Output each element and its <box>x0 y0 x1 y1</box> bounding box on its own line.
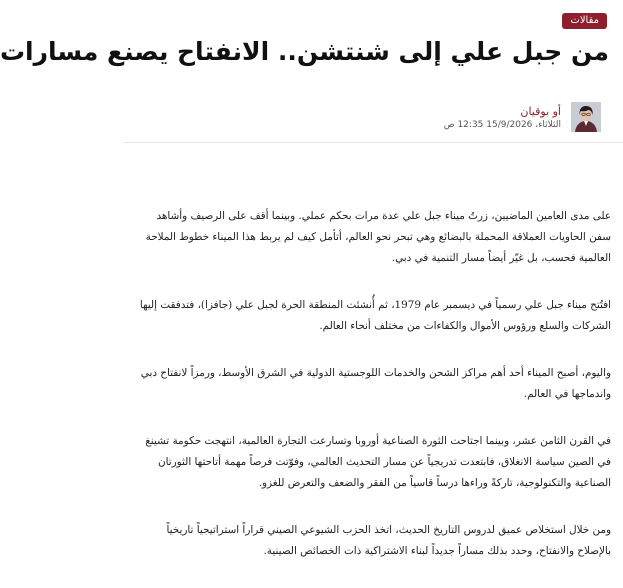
author-byline <box>444 97 601 137</box>
author-name[interactable]: أو بوقيان <box>520 105 561 118</box>
article-paragraph: واليوم، أصبح الميناء أحد أهم مراكز الشحن والخدمات اللوجستية الدولية في الشرق الأوسط، ورمزاً لانفتاح دبي واندماجها في العالم. <box>140 367 611 400</box>
category-badge[interactable]: مقالات <box>562 13 607 29</box>
category-row <box>562 12 607 30</box>
author-photo-icon <box>571 102 601 132</box>
publish-timestamp: الثلاثاء، 15/9/2026 12:35 ص <box>443 120 561 130</box>
article-headline: من جبل علي إلى شنتشن.. الانفتاح يصنع مسارات <box>0 37 609 66</box>
article-paragraph: ومن خلال استخلاص عميق لدروس التاريخ الحديث، اتخذ الحزب الشيوعي الصيني قراراً استراتيجياً تاريخياً بالإصلاح والانفتاح، وحدد بذلك مساراً جديداً لبناء الاشتراكية ذات الخصائص الصينية. <box>166 524 611 557</box>
byline-divider <box>123 142 623 143</box>
article-paragraph: في القرن الثامن عشر، وبينما اجتاحت الثورة الصناعية أوروبا وتسارعت التجارة العالمية، انتهجت حكومة تشينغ في الصين سياسة الانغلاق، فابتعدت تدريجياً عن مسار التحديث العالمي، وفوّتت فرصاً مهمة أتاحتها الثورتان الصناعية والتكنولوجية، تاركةً وراءها درساً قاسياً من الفقر والضعف والتعرض للغزو. <box>145 435 611 489</box>
article-paragraph: افتُتح ميناء جبل علي رسمياً في ديسمبر عام 1979، ثم أُنشئت المنطقة الحرة لجبل علي (جافزا)، فتدفقت إليها الشركات والسلع ورؤوس الأموال والكفاءات من مختلف أنحاء العالم. <box>139 299 611 332</box>
byline-text <box>444 104 561 130</box>
article-paragraph: على مدى العامين الماضيين، زرتُ ميناء جبل علي عدة مرات بحكم عملي. وبينما أقف على الرصيف وأشاهد سفن الحاويات العملاقة المحملة بالبضائع وهي تبحر نحو العالم، أتأمل كيف لم يربط هذا الميناء خطوط الملاحة العالمية فحسب، بل غيّر أيضاً مسار التنمية في دبي. <box>145 210 611 264</box>
article-body <box>135 206 611 588</box>
author-avatar[interactable] <box>571 102 601 132</box>
